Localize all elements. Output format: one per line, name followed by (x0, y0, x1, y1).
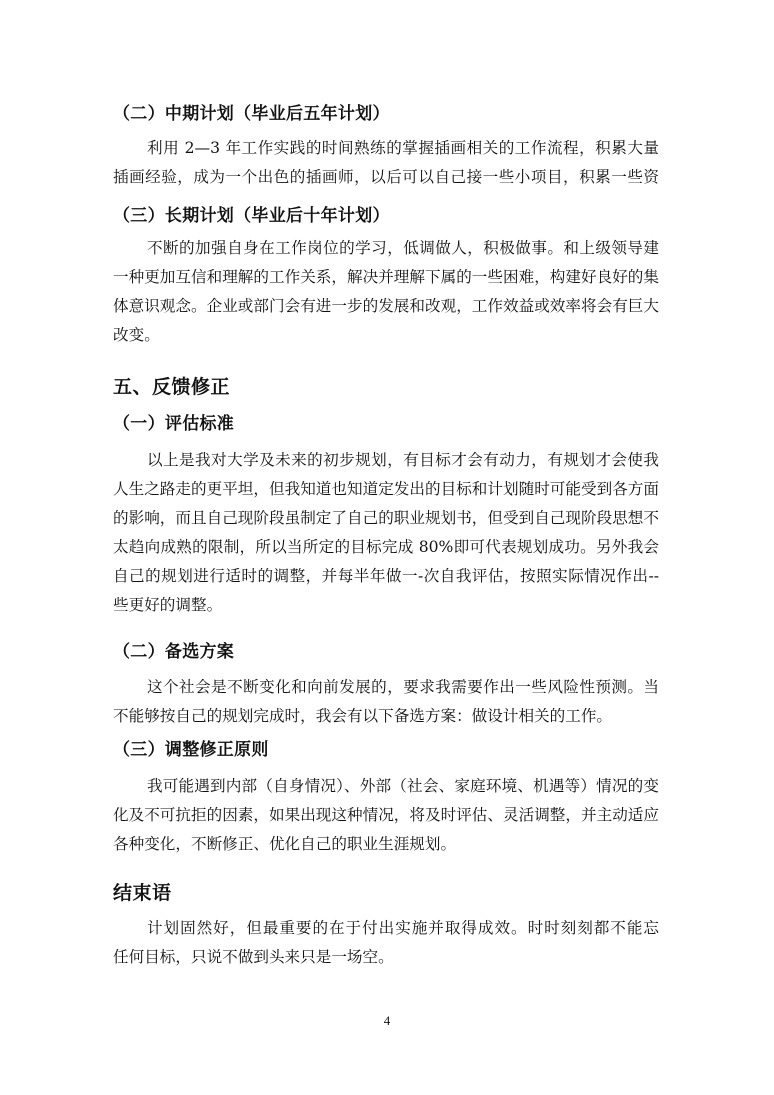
text-line: 这个社会是不断变化和向前发展的，要求我需要作出一些风险性预测。当 (147, 678, 659, 696)
heading-mid-term-plan: （二）中期计划（毕业后五年计划） (113, 104, 390, 124)
page-number: 4 (383, 1013, 391, 1028)
text-line: 插画经验，成为一个出色的插画师，以后可以自己接一些小项目，积累一些资 (113, 168, 659, 186)
text-line: 任何目标，只说不做到头来只是一场空。 (113, 948, 394, 966)
text-line: 不断的加强自身在工作岗位的学习，低调做人，积极做事。和上级领导建 (147, 239, 659, 257)
paragraph-mid-term-plan (113, 134, 659, 192)
text-line: 不能够按自己的规划完成时，我会有以下备选方案：做设计相关的工作。 (113, 707, 613, 725)
heading-feedback-correction: 五、反馈修正 (113, 376, 231, 398)
text-line: 各种变化，不断修正、优化自己的职业生涯规划。 (113, 835, 457, 853)
heading-evaluation-criteria: （一）评估标准 (113, 414, 235, 434)
text-line: 计划固然好，但最重要的在于付出实施并取得成效。时时刻刻都不能忘 (147, 919, 659, 937)
text-line: 太趋向成熟的限制，所以当所定的目标完成 80%即可代表规划成功。另外我会 (113, 538, 659, 556)
paragraph-alternative-plan (113, 673, 659, 731)
paragraph-adjustment-principles (113, 772, 659, 859)
text-line: 我可能遇到内部（自身情况）、外部（社会、家庭环境、机遇等）情况的变 (147, 777, 659, 795)
text-line: 人生之路走的更平坦，但我知道也知道定发出的目标和计划随时可能受到各方面 (113, 480, 659, 498)
heading-conclusion: 结束语 (113, 882, 172, 904)
text-line: 改变。 (113, 326, 160, 344)
heading-adjustment-principles: （三）调整修正原则 (113, 740, 269, 760)
text-line: 以上是我对大学及未来的初步规划，有目标才会有动力，有规划才会使我 (147, 451, 659, 469)
text-line: 的影响，而且自己现阶段虽制定了自己的职业规划书，但受到自己现阶段思想不 (113, 509, 659, 527)
text-line: 利用 2—3 年工作实践的时间熟练的掌握插画相关的工作流程，积累大量 (147, 139, 659, 157)
text-line: 化及不可抗拒的因素，如果出现这种情况，将及时评估、灵活调整，并主动适应 (113, 806, 659, 824)
text-line: 一种更加互信和理解的工作关系，解决并理解下属的一些困难，构建好良好的集 (113, 268, 659, 286)
paragraph-long-term-plan (113, 234, 659, 350)
paragraph-evaluation-criteria (113, 446, 659, 620)
text-line: 些更好的调整。 (113, 596, 223, 614)
text-line: 自己的规划进行适时的调整，并每半年做一-次自我评估，按照实际情况作出-- (113, 567, 659, 585)
text-line: 体意识观念。企业或部门会有进一步的发展和改观，工作效益或效率将会有巨大 (113, 297, 659, 315)
paragraph-conclusion (113, 914, 659, 972)
heading-alternative-plan: （二）备选方案 (113, 642, 235, 662)
heading-long-term-plan: （三）长期计划（毕业后十年计划） (113, 206, 390, 226)
